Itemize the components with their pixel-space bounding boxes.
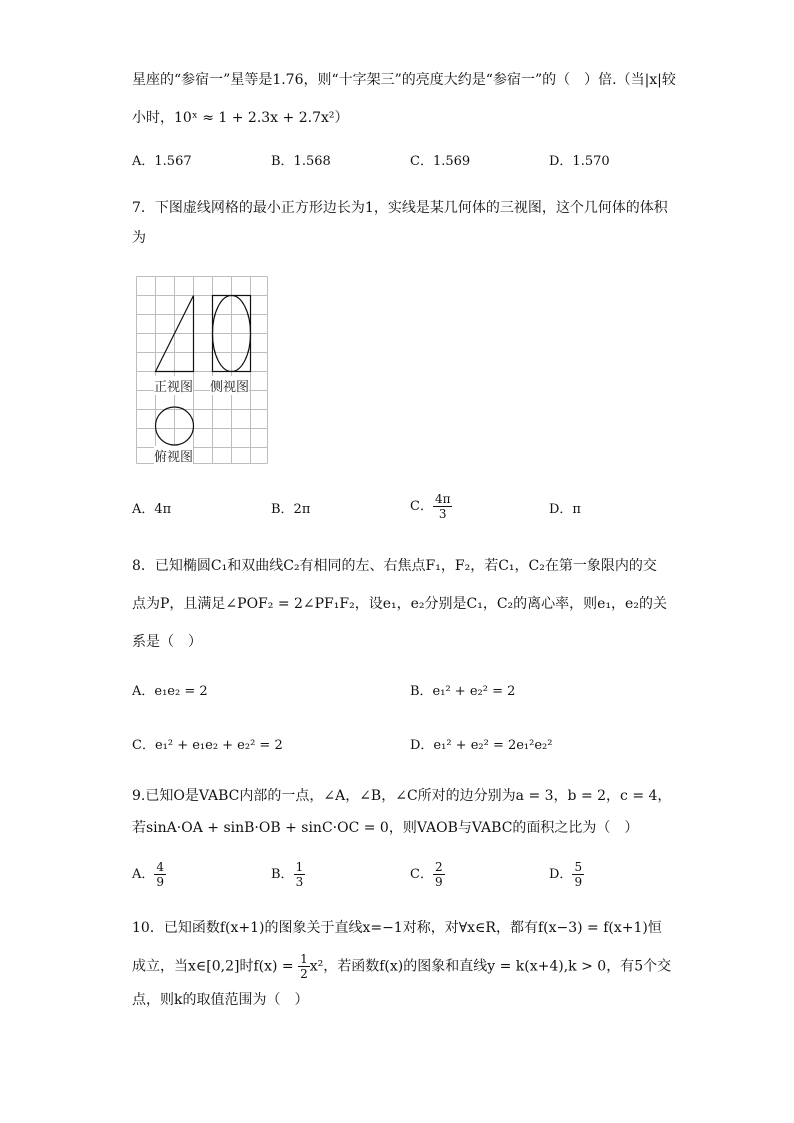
q9-option-c-fraction — [433, 860, 445, 889]
three-view-figure — [136, 276, 268, 464]
q10-half-fraction — [298, 952, 310, 981]
q7-option-d[interactable]: D．π — [549, 502, 581, 517]
three-view-diagram — [136, 276, 268, 464]
fraction-numerator: 1 — [295, 860, 304, 874]
side-view-label: 侧视图 — [210, 376, 249, 395]
q7-option-b[interactable]: B．2π — [271, 502, 311, 517]
q6-stem-line1: 星座的“参宿一”星等是1.76，则“十字架三”的亮度大约是“参宿一”的（ ）倍.（当|x|较 — [132, 72, 676, 88]
q10-line2-start: 成立，当x∈[0,2]时f(x) = — [132, 958, 299, 975]
q6-option-c[interactable]: C．1.569 — [410, 154, 471, 169]
q9-option-a-prefix: A． — [132, 867, 155, 882]
q6-option-d[interactable]: D．1.570 — [549, 154, 610, 169]
q6-option-a[interactable]: A．1.567 — [132, 154, 192, 169]
q9-option-b-prefix: B． — [271, 867, 294, 882]
q6-option-b[interactable]: B．1.568 — [271, 154, 331, 169]
q9-option-d[interactable] — [549, 860, 584, 889]
q8-option-d[interactable]: D．e₁² + e₂² = 2e₁²e₂² — [410, 738, 553, 753]
q9-option-a[interactable] — [132, 860, 166, 889]
q8-stem-line3: 系是（ ） — [132, 634, 202, 650]
q9-stem-line2: 若sinA·OA + sinB·OB + sinC·OC = 0，则VAOB与VABC的面积之比为（ ） — [132, 820, 639, 836]
q8-option-c[interactable]: C．e₁² + e₁e₂ + e₂² = 2 — [132, 738, 283, 753]
fraction-denominator: 2 — [300, 967, 308, 981]
q9-option-d-fraction — [572, 860, 584, 889]
fraction-denominator: 9 — [574, 875, 583, 889]
fraction-numerator: 2 — [434, 860, 443, 874]
q7-option-a[interactable]: A．4π — [132, 502, 172, 517]
q7-stem-line1: 7．下图虚线网格的最小正方形边长为1，实线是某几何体的三视图，这个几何体的体积 — [132, 200, 668, 216]
q9-option-c[interactable] — [410, 860, 445, 889]
fraction-numerator: 4 — [156, 860, 165, 874]
q10-stem-line3: 点，则k的取值范围为（ ） — [132, 992, 309, 1008]
q7-option-c[interactable] — [410, 492, 452, 521]
q9-stem-line1: 9.已知O是VABC内部的一点，∠A，∠B，∠C所对的边分别为a = 3，b = 2，c = 4， — [132, 788, 672, 804]
fraction-denominator: 3 — [438, 507, 447, 521]
q9-option-a-fraction — [154, 860, 166, 889]
top-view-label: 俯视图 — [154, 446, 193, 465]
q8-stem-line1: 8．已知椭圆C₁和双曲线C₂有相同的左、右焦点F₁，F₂，若C₁，C₂在第一象限内的交 — [132, 558, 657, 574]
q8-option-a[interactable]: A．e₁e₂ = 2 — [132, 684, 208, 699]
q10-stem-line1: 10．已知函数f(x+1)的图象关于直线x=−1对称，对∀x∈R，都有f(x−3) = f(x+1)恒 — [132, 920, 662, 936]
q9-option-c-prefix: C． — [410, 867, 433, 882]
q6-stem-line2: 小时，10ˣ ≈ 1 + 2.3x + 2.7x²） — [132, 110, 349, 126]
fraction-numerator: 5 — [574, 860, 583, 874]
q7-option-c-fraction — [433, 492, 453, 521]
q7-option-c-prefix: C． — [410, 499, 433, 514]
fraction-numerator: 1 — [300, 952, 308, 966]
q9-option-b[interactable] — [271, 860, 305, 889]
fraction-numerator: 4π — [434, 492, 451, 506]
fraction-denominator: 3 — [295, 875, 304, 889]
fraction-denominator: 9 — [434, 875, 443, 889]
q8-stem-line2: 点为P，且满足∠POF₂ = 2∠PF₁F₂，设e₁，e₂分别是C₁，C₂的离心率，则e₁，e₂的关 — [132, 596, 667, 612]
q10-stem-line2 — [132, 952, 671, 981]
q10-line2-end: x²，若函数f(x)的图象和直线y = k(x+4),k > 0，有5个交 — [309, 958, 672, 975]
q8-option-b[interactable]: B．e₁² + e₂² = 2 — [410, 684, 516, 699]
q7-stem-line2: 为 — [132, 230, 146, 246]
front-view-label: 正视图 — [154, 376, 193, 395]
fraction-denominator: 9 — [156, 875, 165, 889]
q9-option-d-prefix: D． — [549, 867, 573, 882]
q9-option-b-fraction — [294, 860, 306, 889]
